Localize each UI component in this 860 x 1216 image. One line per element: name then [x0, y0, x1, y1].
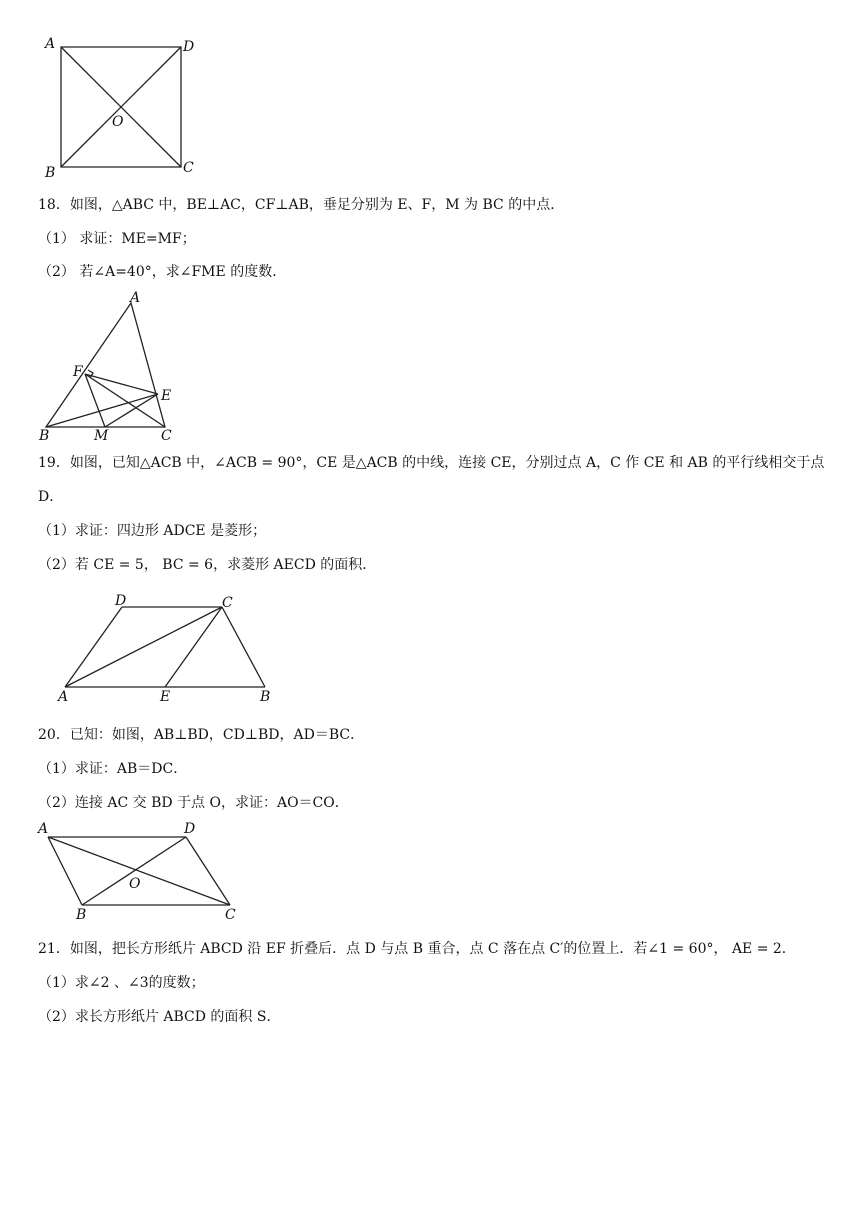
q18-part2: （2） 若∠A=40°，求∠FME 的度数．	[38, 264, 287, 280]
label-a: A	[45, 36, 56, 52]
label-b: B	[45, 165, 56, 181]
label-d: D	[184, 821, 196, 837]
q20-part2: （2）连接 AC 交 BD 于点 O，求证：AO＝CO．	[38, 795, 349, 811]
label-a: A	[130, 290, 141, 306]
q18-triangle-figure	[30, 288, 190, 443]
label-d: D	[183, 39, 195, 55]
label-a: A	[58, 689, 69, 705]
label-c: C	[183, 160, 194, 176]
q19-stem-line1: 19．如图，已知△ACB 中，∠ACB = 90°，CE 是△ACB 的中线，连接 CE，分别过点 A，C 作 CE 和 AB 的平行线相交于点	[38, 455, 825, 471]
label-f: F	[73, 364, 83, 380]
label-o: O	[112, 114, 124, 130]
segment-bd	[82, 837, 186, 905]
q18-part1: （1） 求证：ME=MF；	[38, 231, 196, 247]
triangle-abc	[46, 303, 165, 427]
segment-ac	[48, 837, 230, 905]
q19-rhombus-figure	[55, 590, 285, 705]
segment-ad	[65, 607, 122, 687]
label-c: C	[225, 907, 236, 923]
label-e: E	[160, 689, 171, 705]
label-a: A	[38, 821, 49, 837]
q20-stem: 20．已知：如图，AB⊥BD，CD⊥BD，AD＝BC．	[38, 727, 365, 743]
label-b: B	[39, 428, 50, 444]
segment-fe	[85, 374, 158, 394]
label-o: O	[129, 876, 141, 892]
label-e: E	[161, 388, 172, 404]
q21-part2: （2）求长方形纸片 ABCD 的面积 S．	[38, 1009, 281, 1025]
label-b: B	[260, 689, 271, 705]
q20-part1: （1）求证：AB＝DC．	[38, 761, 188, 777]
label-c: C	[161, 428, 172, 444]
segment-me	[105, 394, 158, 427]
q19-part1: （1）求证：四边形 ADCE 是菱形；	[38, 523, 267, 539]
segment-cb	[222, 607, 265, 687]
label-m: M	[94, 428, 109, 444]
label-c: C	[222, 595, 233, 611]
q20-figure	[30, 818, 250, 923]
label-b: B	[76, 907, 87, 923]
q19-part2: （2）若 CE = 5， BC = 6，求菱形 AECD 的面积．	[38, 557, 377, 573]
segment-mf	[85, 374, 105, 427]
q19-stem-line2: D．	[38, 489, 64, 505]
q21-stem: 21．如图，把长方形纸片 ABCD 沿 EF 折叠后．点 D 与点 B 重合，点 C 落在点 C′的位置上．若∠1 = 60°， AE = 2．	[38, 941, 796, 957]
segment-ac	[65, 607, 222, 687]
label-d: D	[115, 593, 127, 609]
q21-part1: （1）求∠2 、∠3的度数；	[38, 975, 205, 991]
square-diagonals-figure	[40, 34, 210, 179]
q18-stem: 18．如图，△ABC 中，BE⊥AC，CF⊥AB，垂足分别为 E、F，M 为 BC 的中点．	[38, 197, 565, 213]
segment-ec	[165, 607, 222, 687]
segment-dc	[186, 837, 230, 905]
